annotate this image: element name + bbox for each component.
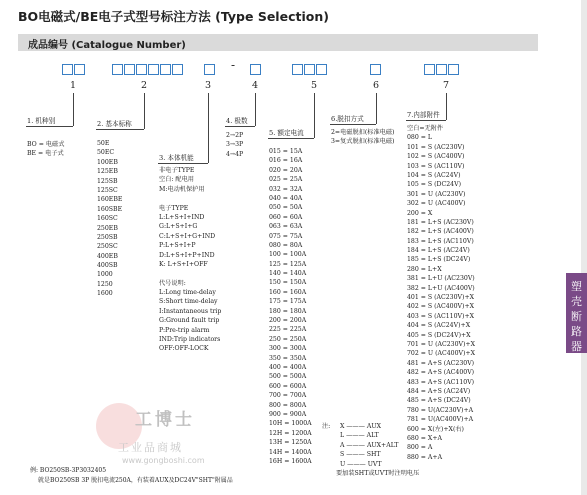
- list-item: 125 = 125A: [269, 260, 307, 268]
- list-item: 50E: [97, 140, 110, 147]
- list-item: 空白: 配电用: [159, 176, 194, 184]
- list-item: 780 = U(AC230V)+A: [407, 406, 474, 414]
- list-item: 181 = L+S (AC230V): [407, 218, 474, 226]
- side-tab-char: 塑: [571, 280, 582, 293]
- list-item: 400 = 400A: [269, 363, 307, 371]
- list-item: 140 = 140A: [269, 270, 307, 278]
- accessories-list: [407, 124, 475, 462]
- code-box: [436, 64, 447, 75]
- note-item: L ——— ALT: [340, 432, 379, 440]
- list-item: P:L+S+I+P: [159, 242, 196, 250]
- list-item: 080 = 80A: [269, 241, 303, 249]
- list-item: D:L+S+I+P+IND: [159, 251, 215, 259]
- code-box: [448, 64, 459, 75]
- list-item: 12H = 1200A: [269, 429, 312, 437]
- list-item: 3=复式脱扣(标准电磁): [331, 138, 395, 146]
- list-item: 600 = X(左)+X(右): [407, 425, 464, 433]
- side-tab-category[interactable]: [566, 273, 587, 353]
- list-item: 402 = S (AC400V)+X: [407, 303, 475, 311]
- code-box: [370, 64, 381, 75]
- code-box: [424, 64, 435, 75]
- list-item: 781 = U(AC400V)+A: [407, 416, 474, 424]
- list-item: 4→4P: [226, 150, 244, 158]
- list-item: 702 = U (AC400V)+X: [407, 350, 476, 358]
- list-item: 150 = 150A: [269, 279, 307, 287]
- list-item: OFF:OFF-LOCK: [159, 345, 209, 353]
- basic-rating-list: [97, 139, 122, 299]
- code-box: [304, 64, 315, 75]
- list-item: I:Instantaneous trip: [159, 307, 222, 315]
- list-item: 060 = 60A: [269, 213, 303, 221]
- list-item: G:L+S+I+G: [159, 223, 198, 231]
- list-item: 2→2P: [226, 132, 244, 139]
- list-item: 381 = L+U (AC230V): [407, 275, 475, 283]
- list-item: 400SB: [97, 262, 118, 270]
- list-item: 185 = L+S (DC24V): [407, 256, 471, 264]
- code-box: [292, 64, 303, 75]
- list-item: 880 = A+A: [407, 453, 443, 461]
- list-item: L:Long time-delay: [159, 289, 216, 297]
- note-item: X ——— AUX: [340, 423, 381, 430]
- list-item: P:Pre-trip alarm: [159, 326, 210, 334]
- list-item: L:L+S+I+IND: [159, 213, 205, 221]
- list-item: 482 = A+S (AC400V): [407, 369, 475, 377]
- notes-prefix: 注:: [322, 423, 331, 430]
- connector-line: [144, 93, 145, 129]
- code-box: [148, 64, 159, 75]
- list-item: 485 = A+S (DC24V): [407, 397, 471, 405]
- list-item: 404 = S (AC24V)+X: [407, 322, 471, 330]
- list-item: 183 = L+S (AC110V): [407, 237, 474, 245]
- list-item: 3→3P: [226, 141, 244, 149]
- catalogue-number-bar: [18, 34, 538, 51]
- list-item: [159, 194, 221, 203]
- list-item: 701 = U (AC230V)+X: [407, 340, 476, 348]
- list-item: 301 = U (AC230V): [407, 190, 466, 198]
- header-trip-method: 6.脱扣方式: [331, 115, 364, 123]
- list-item: 484 = A+S (AC24V): [407, 387, 471, 395]
- list-item: BE = 电子式: [27, 150, 64, 158]
- code-box: [250, 64, 261, 75]
- code-box: [74, 64, 85, 75]
- list-item: 250EB: [97, 224, 118, 232]
- list-item: 680 = X+A: [407, 434, 442, 442]
- position-number: 1: [69, 80, 77, 91]
- header-accessories: 7.内部附件: [407, 111, 440, 119]
- list-item: [159, 269, 221, 278]
- code-box: [124, 64, 135, 75]
- list-item: 1600: [97, 290, 113, 298]
- list-item: 103 = S (AC110V): [407, 162, 465, 170]
- list-item: 200 = X: [407, 209, 433, 217]
- list-item: 1000: [97, 271, 113, 279]
- watermark-subtitle: 工业品商城: [118, 441, 183, 454]
- list-item: 160SC: [97, 215, 118, 223]
- list-item: 101 = S (AC230V): [407, 143, 465, 151]
- list-item: 104 = S (AC24V): [407, 171, 461, 179]
- list-item: 025 = 25A: [269, 176, 303, 184]
- header-model-type: 1. 机种别: [27, 117, 56, 125]
- watermark-url: www.gongboshi.com: [122, 456, 205, 465]
- side-tab-char: 壳: [571, 295, 582, 308]
- connector-line: [314, 93, 315, 138]
- list-item: 200 = 200A: [269, 317, 307, 325]
- position-number: 4: [251, 80, 259, 91]
- list-item: S:Short time-delay: [159, 298, 218, 306]
- position-number: 3: [204, 80, 212, 91]
- list-item: IND:Trip indicators: [159, 336, 221, 344]
- list-item: 1250: [97, 280, 113, 288]
- trip-method-list: [331, 128, 394, 147]
- list-item: 代号说明:: [159, 279, 186, 287]
- list-item: 900 = 900A: [269, 410, 307, 418]
- catalogue-number-label: 成品编号 (Catalogue Number): [28, 40, 186, 51]
- list-item: 032 = 32A: [269, 185, 303, 193]
- header-poles: 4. 极数: [226, 117, 248, 125]
- list-item: 401 = S (AC230V)+X: [407, 294, 475, 302]
- list-item: 016 = 16A: [269, 157, 303, 165]
- notes-list: [340, 422, 398, 469]
- list-item: 50EC: [97, 149, 115, 157]
- list-item: 063 = 63A: [269, 223, 303, 231]
- list-item: 非电子TYPE: [159, 167, 195, 174]
- connector-line: [208, 93, 209, 163]
- connector-line: [376, 93, 377, 124]
- list-item: 280 = L+X: [407, 265, 442, 273]
- list-item: 403 = S (AC110V)+X: [407, 312, 475, 320]
- list-item: 350 = 350A: [269, 354, 307, 362]
- list-item: 160 = 160A: [269, 288, 307, 296]
- list-item: 13H = 1250A: [269, 439, 312, 447]
- list-item: 250SB: [97, 233, 118, 241]
- list-item: 2=电磁脱扣(标准电磁): [331, 129, 395, 136]
- list-item: 16H = 1600A: [269, 457, 312, 465]
- list-item: 14H = 1400A: [269, 448, 312, 456]
- side-tab-char: 路: [571, 325, 582, 338]
- connector-line: [255, 93, 256, 126]
- list-item: 125EB: [97, 168, 118, 176]
- list-item: 500 = 500A: [269, 373, 307, 381]
- code-box: [160, 64, 171, 75]
- list-item: 250 = 250A: [269, 335, 307, 343]
- list-item: C:L+S+I+G+IND: [159, 232, 216, 240]
- note-item: S ——— SHT: [340, 451, 381, 459]
- position-number: 6: [372, 80, 380, 91]
- example-line-1: 例: BO250SB-3P3032405: [30, 467, 107, 474]
- list-item: 125SC: [97, 186, 118, 194]
- page-title: BO电磁式/BE电子式型号标注方法 (Type Selection): [18, 9, 329, 24]
- position-number: 7: [442, 80, 450, 91]
- list-item: 182 = L+S (AC400V): [407, 228, 474, 236]
- list-item: 600 = 600A: [269, 382, 307, 390]
- code-box: [136, 64, 147, 75]
- connector-line: [446, 93, 447, 120]
- list-item: 050 = 50A: [269, 204, 303, 212]
- poles-list: [226, 131, 243, 159]
- side-tab-char: 断: [571, 310, 582, 323]
- list-item: 250SC: [97, 243, 118, 251]
- list-item: 125SB: [97, 177, 118, 185]
- list-item: 100EB: [97, 158, 118, 166]
- list-item: K: L+S+I+OFF: [159, 260, 208, 268]
- list-item: 空白=无附件: [407, 125, 444, 132]
- list-item: 020 = 20A: [269, 166, 303, 174]
- list-item: BO = 电磁式: [27, 141, 65, 148]
- list-item: 800 = A: [407, 444, 433, 452]
- list-item: 184 = L+S (AC24V): [407, 247, 470, 255]
- list-item: 100 = 100A: [269, 251, 307, 259]
- list-item: 080 = L: [407, 134, 433, 142]
- list-item: 175 = 175A: [269, 298, 307, 306]
- list-item: M:电动机保护用: [159, 185, 205, 193]
- list-item: 700 = 700A: [269, 392, 307, 400]
- position-number: 2: [140, 80, 148, 91]
- rated-current-list: [269, 147, 312, 466]
- example-line-2: 就是BO250SB 3P 脱扣电流250A，有装着AUX及DC24V"SHT"附属品: [38, 477, 233, 484]
- list-item: 225 = 225A: [269, 326, 307, 334]
- list-item: 10H = 1000A: [269, 420, 312, 428]
- side-tab-char: 器: [571, 340, 582, 353]
- code-box: [204, 64, 215, 75]
- connector-line: [73, 93, 74, 126]
- header-body-function: 3. 本体机能: [159, 154, 194, 162]
- position-number: 5: [310, 80, 318, 91]
- list-item: 483 = A+S (AC110V): [407, 378, 475, 386]
- code-box: [62, 64, 73, 75]
- list-item: 300 = 300A: [269, 345, 307, 353]
- list-item: 040 = 40A: [269, 194, 303, 202]
- code-box: [316, 64, 327, 75]
- list-item: 015 = 15A: [269, 148, 303, 155]
- list-item: 400EB: [97, 252, 118, 260]
- list-item: 800 = 800A: [269, 401, 307, 409]
- list-item: 电子TYPE: [159, 204, 189, 212]
- header-basic-rating: 2. 基本标称: [97, 120, 132, 128]
- note-item: A ——— AUX+ALT: [340, 441, 399, 449]
- list-item: 160EBE: [97, 196, 123, 204]
- model-type-list: [27, 140, 64, 159]
- header-rated-current: 5. 额定电流: [269, 129, 304, 137]
- notes-footer: 要加装SHT或UVT时注明电压: [336, 470, 420, 477]
- page-edge: [581, 0, 587, 495]
- note-item: U ——— UVT: [340, 460, 382, 468]
- list-item: 105 = S (DC24V): [407, 181, 461, 189]
- code-box: [112, 64, 123, 75]
- watermark-brand: 工博士: [135, 410, 195, 430]
- code-box: [172, 64, 183, 75]
- list-item: 160SBE: [97, 205, 123, 213]
- body-function-list: [159, 166, 221, 354]
- list-item: 075 = 75A: [269, 232, 303, 240]
- list-item: 180 = 180A: [269, 307, 307, 315]
- list-item: 102 = S (AC400V): [407, 153, 465, 161]
- list-item: 405 = S (DC24V)+X: [407, 331, 471, 339]
- list-item: G:Ground fault trip: [159, 317, 220, 325]
- list-item: 382 = L+U (AC400V): [407, 284, 475, 292]
- code-dash: -: [231, 58, 236, 72]
- list-item: 302 = U (AC400V): [407, 200, 466, 208]
- list-item: 481 = A+S (AC230V): [407, 359, 475, 367]
